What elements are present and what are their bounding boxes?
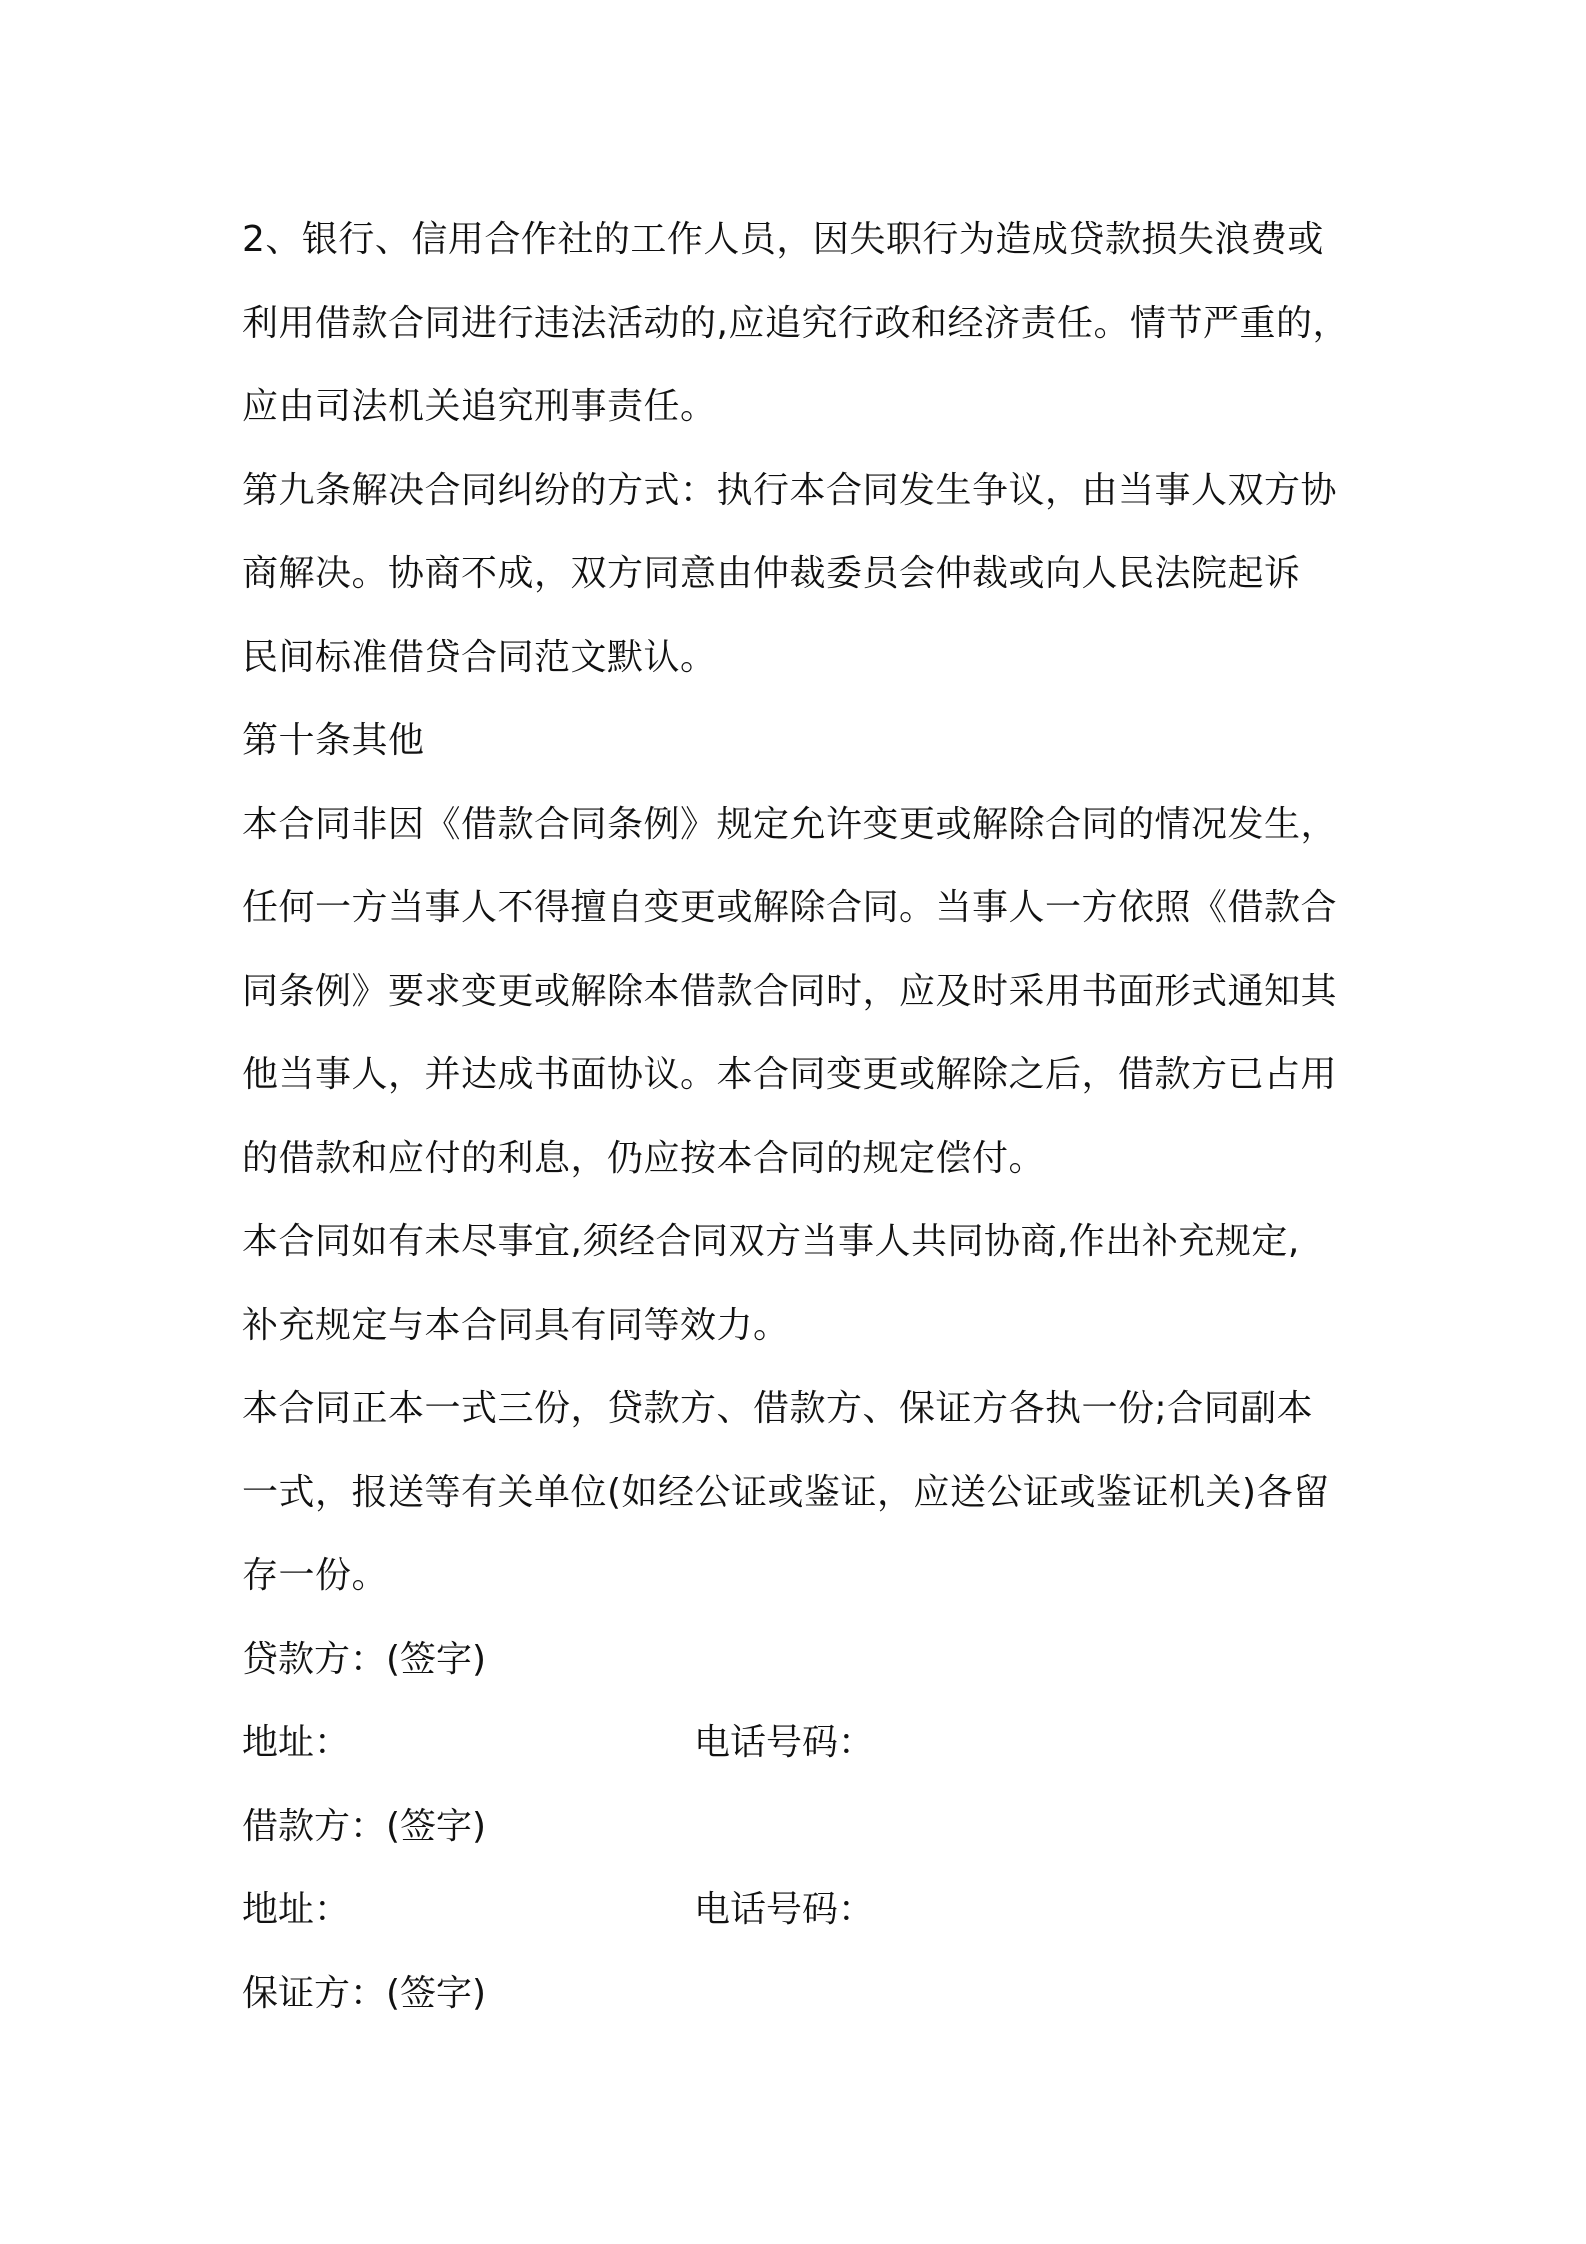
text-line: 存一份。	[242, 1555, 389, 1596]
lender-contact-line	[242, 1701, 1362, 1785]
text-line: 商解决。协商不成，双方同意由仲裁委员会仲裁或向人民法院起诉	[242, 553, 1301, 594]
text-line: 的借款和应付的利息，仍应按本合同的规定偿付。	[242, 1137, 1046, 1179]
lender-sign-label: 贷款方：(签字)	[242, 1638, 487, 1680]
text-line: 一式，报送等有关单位(如经公证或鉴证，应送公证或鉴证机关)各留	[242, 1471, 1330, 1513]
text-line: 本合同如有未尽事宜,须经合同双方当事人共同协商,作出补充规定,	[242, 1221, 1300, 1262]
document-body	[242, 198, 1362, 2035]
lender-signature-line	[242, 1618, 1362, 1702]
borrower-signature-line	[242, 1785, 1362, 1869]
text-line: 本合同非因《借款合同条例》规定允许变更或解除合同的情况发生，	[242, 803, 1338, 845]
guarantor-sign-label: 保证方：(签字)	[242, 1972, 487, 2014]
text-line: 补充规定与本合同具有同等效力。	[242, 1304, 790, 1346]
lender-phone-label: 电话号码：	[694, 1722, 875, 1763]
text-line: 2、银行、信用合作社的工作人员，因失职行为造成贷款损失浪费或	[242, 219, 1324, 260]
lender-address-label: 地址：	[242, 1722, 351, 1763]
guarantor-signature-line	[242, 1952, 1362, 2036]
text-line: 本合同正本一式三份，贷款方、借款方、保证方各执一份;合同副本	[242, 1388, 1314, 1429]
text-line: 利用借款合同进行违法活动的,应追究行政和经济责任。情节严重的，	[242, 302, 1349, 344]
text-line: 同条例》要求变更或解除本借款合同时，应及时采用书面形式通知其	[242, 970, 1338, 1012]
borrower-address-label: 地址：	[242, 1889, 351, 1930]
text-line: 任何一方当事人不得擅自变更或解除合同。当事人一方依照《借款合	[242, 887, 1338, 928]
text-line: 民间标准借贷合同范文默认。	[242, 636, 717, 678]
text-line: 第九条解决合同纠纷的方式：执行本合同发生争议，由当事人双方协	[242, 469, 1338, 511]
text-line: 他当事人，并达成书面协议。本合同变更或解除之后，借款方已占用	[242, 1054, 1338, 1095]
borrower-contact-line	[242, 1868, 1362, 1952]
section-heading: 第十条其他	[242, 720, 425, 761]
borrower-phone-label: 电话号码：	[694, 1889, 875, 1930]
borrower-sign-label: 借款方：(签字)	[242, 1805, 487, 1847]
text-line: 应由司法机关追究刑事责任。	[242, 386, 717, 427]
